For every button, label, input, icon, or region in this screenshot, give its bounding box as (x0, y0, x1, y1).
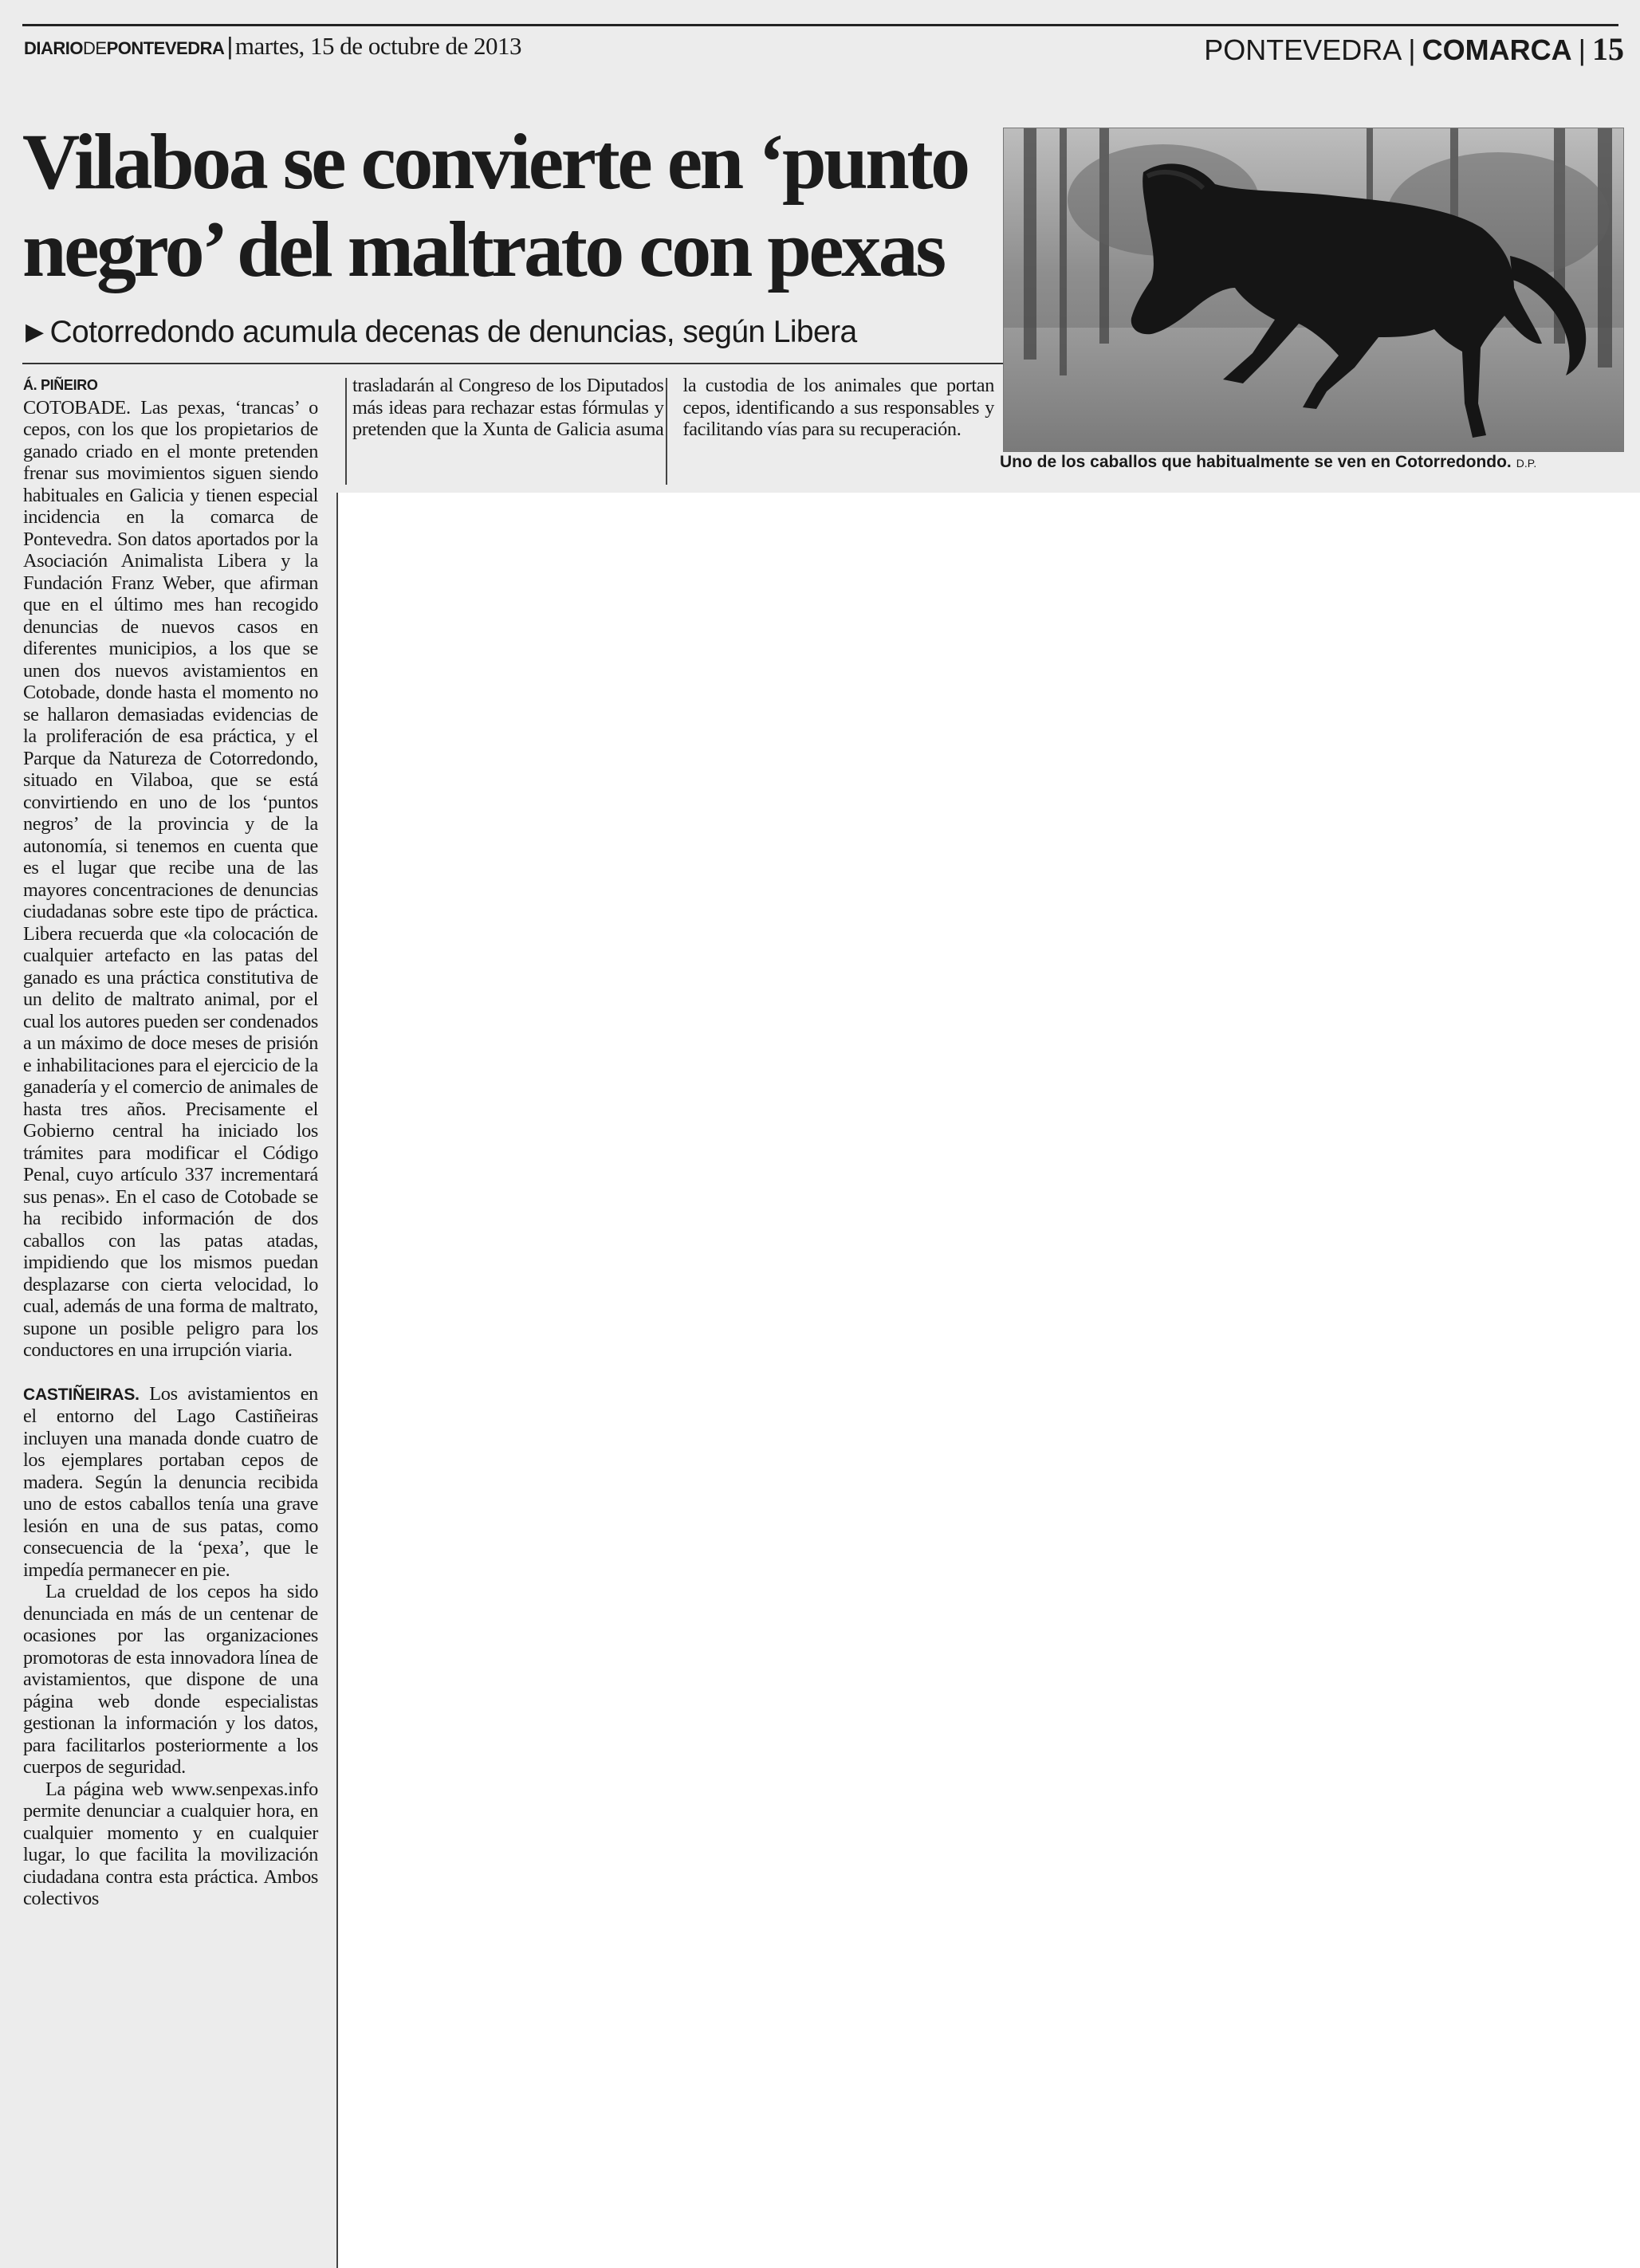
horse-photo (1003, 128, 1624, 452)
page-number: 15 (1592, 31, 1624, 67)
top-rule (22, 24, 1618, 26)
article-rule (22, 363, 1003, 364)
subheadline (26, 315, 982, 350)
paragraph-crueldad: La crueldad de los cepos ha sido denunciada en más de un centenar de ocasiones por las organizaciones promotoras de esta innovadora línea de avistamientos, que dispone de una página web donde especialistas gestionan la información y los datos, para facilitarlos posteriormente a los cuerpos de seguridad. (23, 1581, 318, 1778)
byline: Á. PIÑEIRO (23, 377, 98, 393)
column-separator (345, 378, 347, 485)
triangle-bullet-icon: ▶ (26, 319, 44, 345)
headline: Vilaboa se convierte en ‘punto negro’ del maltrato con pexas (22, 117, 968, 293)
paragraph-cotobade: COTOBADE. Las pexas, ‘trancas’ o cepos, con los que los propietarios de ganado criado en el monte pretenden frenar sus movimientos siguen siendo habituales en Galicia y tienen especial incidencia en la comarca de Pontevedra. Son datos aportados por la Asociación Animalista Libera y la Fundación Franz Weber, que afirman que en el último mes han recogido denuncias de nuevos casos en diferentes municipios, a los que se unen dos nuevos avistamientos en Cotobade, donde hasta el momento no se hallaron demasiadas evidencias de la proliferación de esa práctica, y el Parque da Natureza de Cotorredondo, situado en Vilaboa, que se está convirtiendo en uno de los ‘puntos negros’ de la provincia y de la autonomía, si tenemos en cuenta que es el lugar que recibe una de las mayores concentraciones de denuncias ciudadanas sobre este tipo de práctica. Libera recuerda que «la colocación de cualquier artefacto en las patas del ganado es una práctica constitutiva de un delito de maltrato animal, por el cual los autores pueden ser condenados a un máximo de doce meses de prisión e inhabilitaciones para el ejercicio de la ganadería y el comercio de animales de hasta tres años. Precisamente el Gobierno central ha iniciado los trámites para modificar el Código Penal, cuyo artículo 337 incrementará sus penas». En el caso de Cotobade se ha recibido información de dos caballos con las patas atadas, impidiendo que los mismos puedan desplazarse con cierta velocidad, lo cual, además de una forma de maltrato, supone un posible peligro para los conductores en una irrupción viaria. (23, 396, 318, 1361)
column-separator (336, 493, 338, 2268)
masthead: DIARIODEPONTEVEDRA|martes, 15 de octubre de 2013 (24, 32, 522, 60)
article-column-2 (352, 375, 994, 486)
paragraph-web: La página web www.senpexas.info permite denunciar a cualquier hora, en cualquier momento y en cualquier lugar, lo que facilita la movilización ciudadana contra esta práctica. Ambos colectivos (23, 1778, 318, 1909)
paragraph-castineiras: CASTIÑEIRAS. Los avistamientos en el entorno del Lago Castiñeiras incluyen una manada donde cuatro de los ejemplares portaban cepos de madera. Según la denuncia recibida uno de estos caballos tenía una grave lesión en una de sus patas, como consecuencia de la ‘pexa’, que le impedía permanecer en pie. (23, 1382, 318, 1581)
section-name: COMARCA (1422, 33, 1572, 66)
paragraph-continuation: trasladarán al Congreso de los Diputados más ideas para rechazar estas fórmulas y pretenden que la Xunta de Galicia asuma la custodia de los animales que portan cepos, identificando a sus responsables y facilitando vías para su recuperación. (352, 375, 994, 440)
photo-caption: Uno de los caballos que habitualmente se ven en Cotorredondo. D.P. (1000, 453, 1537, 471)
subheadline-text: Cotorredondo acumula decenas de denuncias, según Libera (49, 315, 857, 349)
photo-credit: D.P. (1516, 457, 1537, 470)
newspaper-logo: DIARIODEPONTEVEDRA (24, 38, 225, 58)
section-city: PONTEVEDRA (1204, 33, 1402, 66)
issue-date: martes, 15 de octubre de 2013 (234, 32, 522, 60)
section-header: PONTEVEDRA | COMARCA | 15 (1204, 31, 1624, 67)
article-column-1 (23, 375, 318, 1910)
